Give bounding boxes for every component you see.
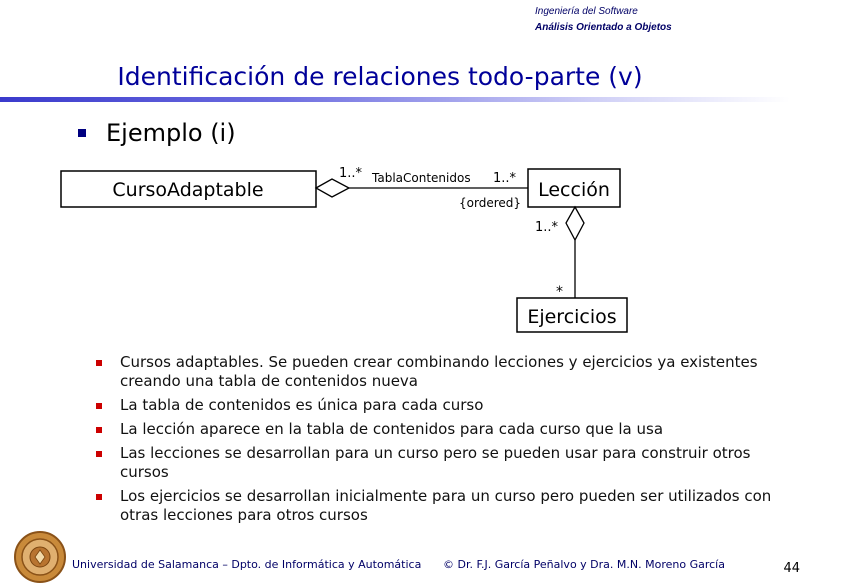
multiplicity-whole-1: 1..* <box>339 166 363 181</box>
list-item <box>96 444 796 482</box>
class-name-ejercicios: Ejercicios <box>527 306 617 328</box>
class-name-leccion: Lección <box>538 179 610 201</box>
header-subject: Ingeniería del Software <box>535 6 638 17</box>
square-bullet-icon <box>96 494 102 500</box>
multiplicity-part-2: * <box>556 284 563 300</box>
aggregation-diamond-icon <box>566 207 584 240</box>
list-item-text: Cursos adaptables. Se pueden crear combinando lecciones y ejercicios ya existentes creando una tabla de contenidos nueva <box>120 353 758 390</box>
square-bullet-icon <box>96 451 102 457</box>
list-item <box>96 420 796 439</box>
bullet-list <box>96 353 796 530</box>
page-number: 44 <box>783 561 800 576</box>
university-seal-icon <box>13 530 67 584</box>
slide-title: Identificación de relaciones todo-parte (v) <box>117 62 643 91</box>
footer-institution: Universidad de Salamanca – Dpto. de Informática y Automática <box>72 558 422 571</box>
aggregation-diamond-icon <box>316 179 349 197</box>
list-item <box>96 487 796 525</box>
list-item <box>96 396 796 415</box>
list-item-text: Los ejercicios se desarrollan inicialmente para un curso pero pueden ser utilizados con otras lecciones para otros cursos <box>120 487 772 524</box>
main-bullet-text: Ejemplo (i) <box>106 119 236 147</box>
multiplicity-part-1: 1..* <box>493 171 517 186</box>
multiplicity-whole-2: 1..* <box>535 220 559 235</box>
footer-authors: © Dr. F.J. García Peñalvo y Dra. M.N. Moreno García <box>443 558 725 571</box>
header-topic: Análisis Orientado a Objetos <box>535 22 672 33</box>
list-item-text: La tabla de contenidos es única para cada curso <box>120 396 484 414</box>
list-item-text: La lección aparece en la tabla de contenidos para cada curso que la usa <box>120 420 664 438</box>
square-bullet-icon <box>96 427 102 433</box>
list-item-text: Las lecciones se desarrollan para un curso pero se pueden usar para construir otros cursos <box>120 444 751 481</box>
list-item <box>96 353 796 391</box>
square-bullet-icon <box>96 403 102 409</box>
association-name: TablaContenidos <box>372 171 471 185</box>
class-name-curso-adaptable: CursoAdaptable <box>112 179 264 201</box>
ordered-constraint: {ordered} <box>459 196 522 210</box>
square-bullet-icon <box>96 360 102 366</box>
